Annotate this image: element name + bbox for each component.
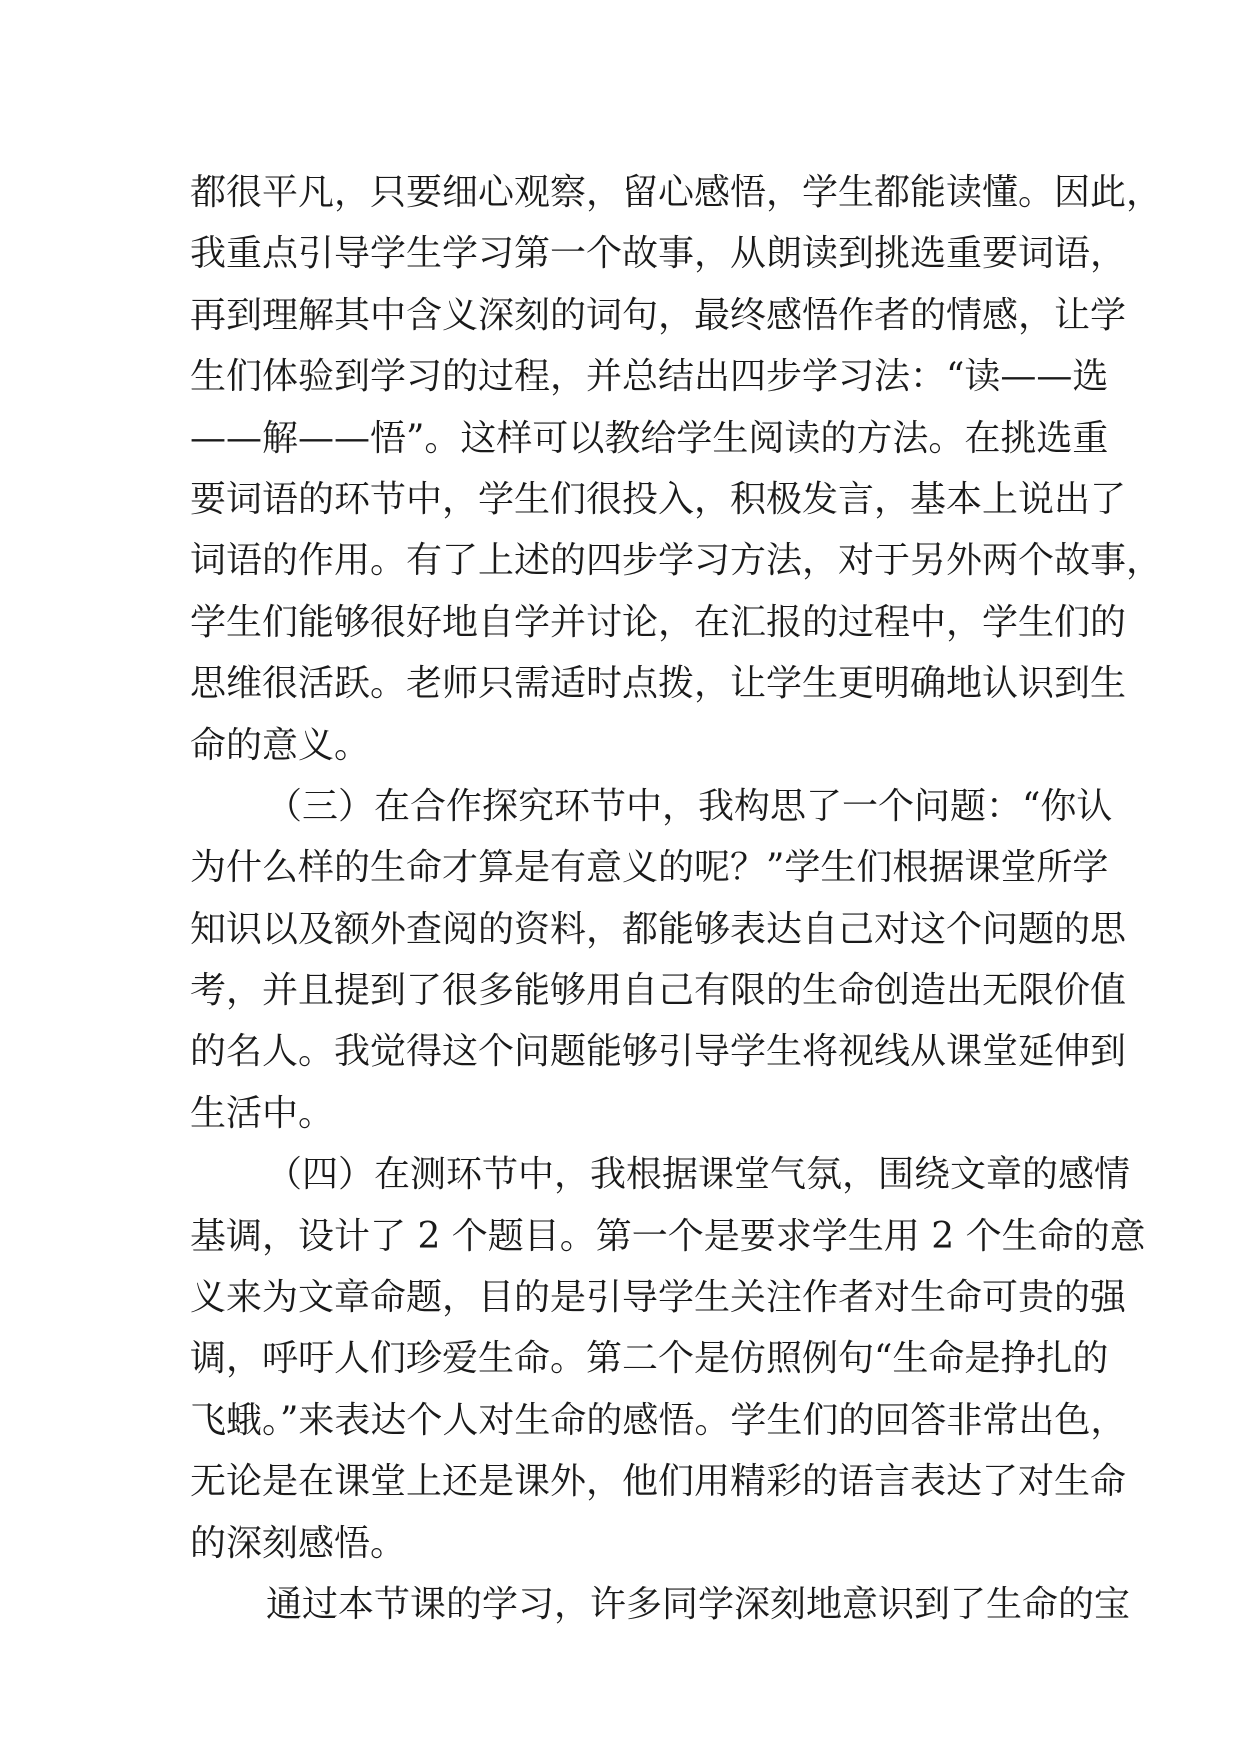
text-line: 词语的作用。有了上述的四步学习方法，对于另外两个故事， (190, 540, 1163, 582)
text-line: 知识以及额外查阅的资料，都能够表达自己对这个问题的思 (190, 908, 1127, 950)
text-line: 为什么样的生命才算是有意义的呢？”学生们根据课堂所学 (190, 847, 1109, 889)
text-line: ——解——悟”。这样可以教给学生阅读的方法。在挑选重 (190, 417, 1109, 459)
paragraph-start-line: （三）在合作探究环节中，我构思了一个问题：“你认 (266, 785, 1113, 827)
body-text (190, 162, 1163, 1635)
text-line: 生活中。 (190, 1092, 335, 1134)
text-line: 要词语的环节中，学生们很投入，积极发言，基本上说出了 (190, 478, 1127, 520)
paragraph-start-line: （四）在测环节中，我根据课堂气氛，围绕文章的感情 (266, 1154, 1131, 1196)
text-line: 思维很活跃。老师只需适时点拨，让学生更明确地认识到生 (190, 663, 1127, 705)
text-line: 学生们能够很好地自学并讨论，在汇报的过程中，学生们的 (190, 601, 1127, 643)
text-line: 基调，设计了 2 个题目。第一个是要求学生用 2 个生命的意 (190, 1215, 1146, 1257)
text-line: 命的意义。 (190, 724, 371, 766)
text-line: 我重点引导学生学习第一个故事，从朗读到挑选重要词语， (190, 233, 1127, 275)
text-line: 无论是在课堂上还是课外，他们用精彩的语言表达了对生命 (190, 1461, 1127, 1503)
text-line: 飞蛾。”来表达个人对生命的感悟。学生们的回答非常出色， (190, 1399, 1127, 1441)
text-line: 考，并且提到了很多能够用自己有限的生命创造出无限价值 (190, 970, 1127, 1012)
text-line: 再到理解其中含义深刻的词句，最终感悟作者的情感，让学 (190, 294, 1127, 336)
paragraph-start-line: 通过本节课的学习，许多同学深刻地意识到了生命的宝 (266, 1583, 1131, 1625)
text-line: 义来为文章命题，目的是引导学生关注作者对生命可贵的强 (190, 1277, 1127, 1319)
text-line: 的深刻感悟。 (190, 1522, 407, 1564)
text-line: 调，呼吁人们珍爱生命。第二个是仿照例句“生命是挣扎的 (190, 1338, 1109, 1380)
text-line: 的名人。我觉得这个问题能够引导学生将视线从课堂延伸到 (190, 1031, 1127, 1073)
text-line: 都很平凡，只要细心观察，留心感悟，学生都能读懂。因此， (190, 172, 1163, 213)
text-line: 生们体验到学习的过程，并总结出四步学习法：“读——选 (190, 356, 1109, 398)
